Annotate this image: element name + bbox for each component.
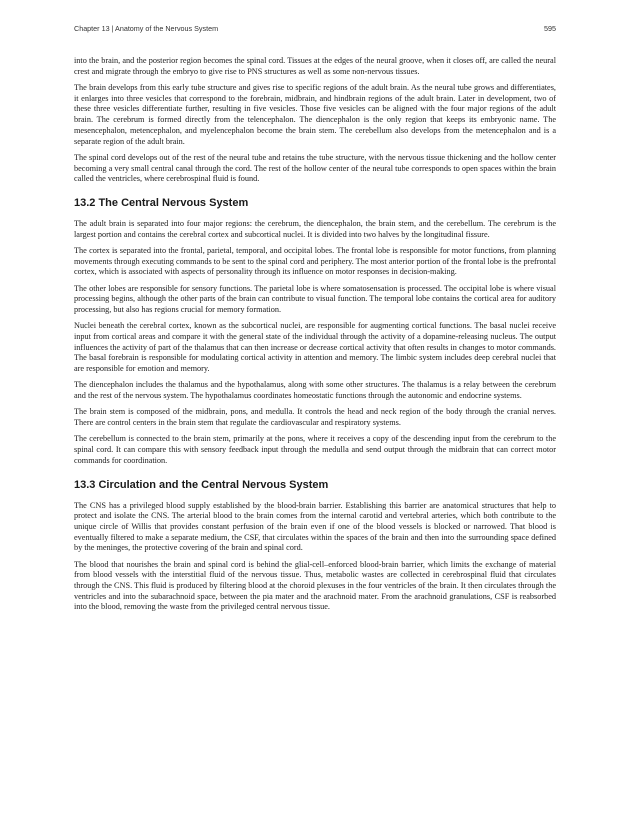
paragraph: The CNS has a privileged blood supply established by the blood-brain barrier. Establishing this barrier are anatomical structures that help to protect and isolate the CNS. The arterial blood to the brain comes from the internal carotid and vertebral arteries, which both contribute to the unique circle of Willis that provides constant perfusion of the brain even if one of the blood vessels is blocked or narrowed. That blood is eventually filtered to make a separate medium, the CSF, that circulates within the spaces of the brain and then into the surrounding space defined by the meninges, the protective covering of the brain and spinal cord. xyxy=(74,500,556,553)
section-heading: 13.3 Circulation and the Central Nervous System xyxy=(74,478,329,491)
chapter-title: Chapter 13 | Anatomy of the Nervous System xyxy=(74,24,219,33)
paragraph: The brain develops from this early tube structure and gives rise to specific regions of the adult brain. As the neural tube grows and differentiates, it enlarges into three vesicles that correspond to the forebrain, midbrain, and hindbrain regions of the adult brain. Later in development, two of these three vesicles differentiate further, resulting in five vesicles. Those five vesicles can be aligned with the four major regions of the adult brain. The cerebrum is formed directly from the telencephalon. The diencephalon is the only region that keeps its embryonic name. The mesencephalon, metencephalon, and myelencephalon become the brain stem. The cerebellum also develops from the metencephalon and is a separate region of the adult brain. xyxy=(74,83,556,146)
paragraph: The other lobes are responsible for sensory functions. The parietal lobe is where somatosensation is processed. The occipital lobe is where visual processing begins, although the other parts of the brain can contribute to visual function. The temporal lobe contains the cortical area for auditory processing, but also has regions crucial for memory formation. xyxy=(74,283,556,315)
paragraph: into the brain, and the posterior region becomes the spinal cord. Tissues at the edges of the neural groove, when it closes off, are called the neural crest and migrate through the embryo to give rise to PNS structures as well as some non-nervous tissues. xyxy=(74,56,556,76)
paragraph: The cerebellum is connected to the brain stem, primarily at the pons, where it receives a copy of the descending input from the cerebrum to the spinal cord. It can compare this with sensory feedback input through the medulla and send output through the midbrain that can correct motor commands for coordination. xyxy=(74,434,556,465)
paragraph: The adult brain is separated into four major regions: the cerebrum, the diencephalon, the brain stem, and the cerebellum. The cerebrum is the largest portion and contains the cerebral cortex and subcortical nuclei. It is divided into two halves by the longitudinal fissure. xyxy=(74,218,556,239)
running-header xyxy=(74,24,556,36)
paragraph: Nuclei beneath the cerebral cortex, known as the subcortical nuclei, are responsible for augmenting cortical functions. The basal nuclei receive input from cortical areas and compare it with the general state of the individual through the activity of a dopamine-releasing nucleus. The output influences the activity of part of the thalamus that can then increase or decrease cortical activity that often results in changes to motor commands. The basal forebrain is responsible for modulating cortical activity in attention and memory. The limbic system includes deep cerebral nuclei that are responsible for emotion and memory. xyxy=(74,321,556,374)
body-text xyxy=(74,56,556,619)
paragraph: The brain stem is composed of the midbrain, pons, and medulla. It controls the head and neck region of the body through the cranial nerves. There are control centers in the brain stem that regulate the cardiovascular and respiratory systems. xyxy=(74,407,556,428)
paragraph: The diencephalon includes the thalamus and the hypothalamus, along with some other structures. The thalamus is a relay between the cerebrum and the rest of the nervous system. The hypothalamus coordinates homeostatic functions through the autonomic and endocrine systems. xyxy=(74,380,556,401)
section-heading: 13.2 The Central Nervous System xyxy=(74,196,249,209)
paragraph: The spinal cord develops out of the rest of the neural tube and retains the tube structure, with the nervous tissue thickening and the hollow center becoming a very small central canal through the cord. The rest of the hollow center of the neural tube corresponds to open spaces within the brain called the ventricles, where cerebrospinal fluid is found. xyxy=(74,152,556,184)
paragraph: The cortex is separated into the frontal, parietal, temporal, and occipital lobes. The frontal lobe is responsible for motor functions, from planning movements through executing commands to be sent to the spinal cord and periphery. The most anterior portion of the frontal lobe is the prefrontal cortex, which is associated with aspects of personality through its influence on motor responses in decision-making. xyxy=(74,245,556,277)
paragraph: The blood that nourishes the brain and spinal cord is behind the glial-cell–enforced blood-brain barrier, which limits the exchange of material from blood vessels with the interstitial fluid of the nervous tissue. Thus, metabolic wastes are collected in cerebrospinal fluid that circulates through the CNS. This fluid is produced by filtering blood at the choroid plexuses in the four ventricles of the brain. It then circulates through the ventricles and into the subarachnoid space, between the pia mater and the arachnoid mater. From the arachnoid granulations, CSF is reabsorbed into the blood, removing the waste from the privileged central nervous tissue. xyxy=(74,559,556,612)
page-number: 595 xyxy=(544,24,556,33)
